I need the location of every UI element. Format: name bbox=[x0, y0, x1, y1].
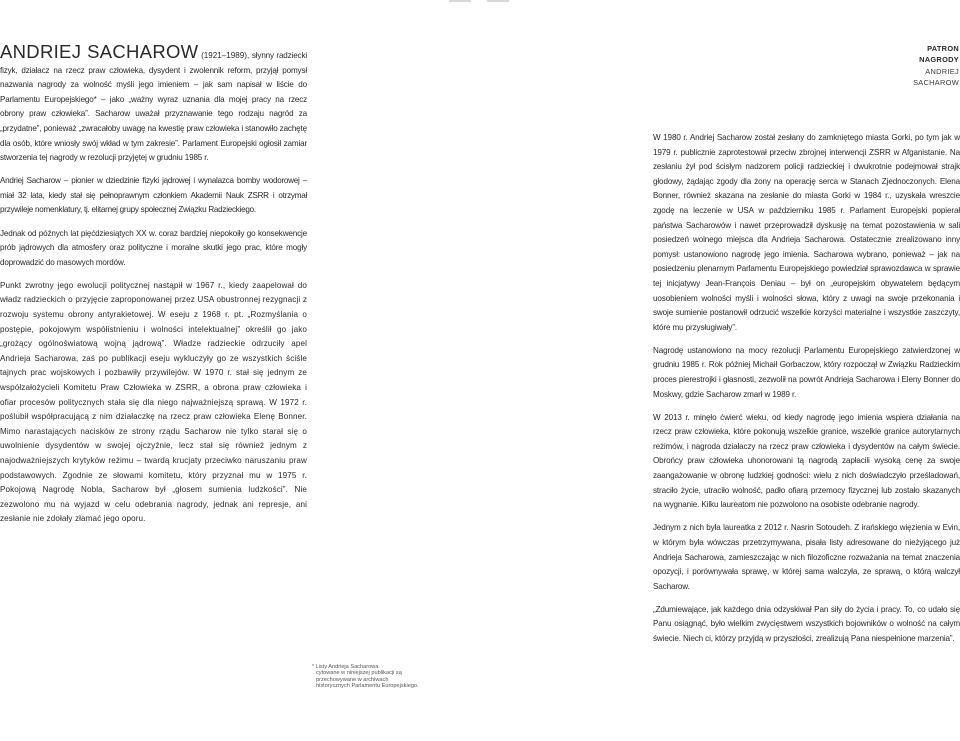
right-paragraph-5: „Zdumiewające, jak każdego dnia odzyskiwał Pan siły do życia i pracy. To, co udało się Panu osiągnąć, było wielkim zwycięstwem wszystkich bojowników o wolność na całym świecie. Niech ci, którzy przyjdą w przyszłości, zrealizują Pana niespełnione marzenia”. bbox=[653, 604, 960, 643]
header-line-patron: PATRON bbox=[927, 44, 959, 53]
top-tab-marker bbox=[449, 0, 471, 2]
right-paragraph-4: Jednym z nich była laureatka z 2012 r. Nasrin Sotoudeh. Z irańskiego więzienia w Evin, w którym była wówczas przetrzymywana, pisała listy adresowane do nieżyjącego już Andrieja Sacharowa, zamieszczając w nich filozoficzne rozważania na temat znaczenia opozycji, i porównywała sprawę, w której sama walczyła, ze sprawą, o którą walczył Sacharow. bbox=[653, 523, 960, 591]
header-line-sacharow: SACHAROW bbox=[913, 77, 959, 87]
header-line-nagrody: NAGRODY bbox=[919, 55, 959, 65]
footnote-mark: * bbox=[312, 664, 314, 670]
header-line-andriej: ANDRIEJ bbox=[925, 66, 959, 76]
name-heading: ANDRIEJ SACHAROW bbox=[0, 41, 199, 62]
body-paragraph-2: Jednak od późnych lat pięćdziesiątych XX w. coraz bardziej niepokoiły go konsekwencje prób jądrowych dla atmosfery oraz polityczne i moralne skutki jego prac, które mogły doprowadzić do masowych mordów. bbox=[0, 228, 307, 267]
right-paragraph-3: W 2013 r. minęło ćwierć wieku, od kiedy nagrodę jego imienia wspiera działania na rzecz praw człowieka, które pokonują wszelkie granice, wszelkie granice autorytarnych reżimów, i nagroda działaczy na rzecz praw człowieka i dysydentów na całym świecie. Obrońcy praw człowieka uhonorowani tą nagrodą zapłacili wysoką cenę za swoje zaangażowanie w obronę ludzkiej godności: wielu z nich doświadczyło prześladowań, straciło życie, utraciło wolność, padło ofiarą przemocy fizycznej lub zostało skazanych na wygnanie. Kilku laureatom nie pozwolono na osobiste odebranie nagrody. bbox=[653, 412, 960, 510]
left-text-column bbox=[0, 41, 307, 535]
right-paragraph-2: Nagrodę ustanowiono na mocy rezolucji Parlamentu Europejskiego zatwierdzonej w grudniu 1985 r. Rok później Michaił Gorbaczow, który rozpoczął w Związku Radzieckim proces pierestrojki i głasnosti, zezwolił na powrót Andrieja Sacharowa i Eleny Bonner do Moskwy, gdzie Sacharow zmarł w 1989 r. bbox=[653, 345, 960, 399]
footnote bbox=[312, 664, 422, 690]
section-header bbox=[913, 43, 959, 88]
top-tab-marker bbox=[487, 0, 509, 2]
footnote-text: cytowane w niniejszej publikacji są przechowywane w archiwach historycznych Parlamentu Europejskiego. bbox=[316, 670, 419, 690]
footnote-first-line: Listy Andrieja Sacharowa bbox=[315, 664, 379, 670]
intro-paragraph bbox=[0, 41, 307, 166]
body-paragraph-1: Andriej Sacharow – pionier w dziedzinie fizyki jądrowej i wynalazca bomby wodorowej – miał 32 lata, kiedy stał się pełnoprawnym członkiem Akademii Nauk ZSRR i otrzymał przywileje nomenklatury, tj. elitarnej grupy społecznej Związku Radzieckiego. bbox=[0, 176, 307, 215]
right-text-column bbox=[653, 131, 960, 655]
right-paragraph-1: W 1980 r. Andriej Sacharow został zesłany do zamkniętego miasta Gorki, po tym jak w 1979 r. publicznie zaprotestował przeciw zbrojnej interwencji ZSRR w Afganistanie. Na zesłaniu żył pod ścisłym nadzorem policji radzieckiej i dwukrotnie podejmował strajk głodowy, żądając zgody dla żony na operację serca w Stanach Zjednoczonych. Elena Bonner, również skazana na zesłanie do miasta Gorki w 1984 r., uzyskała wreszcie zgodę na leczenie w USA w październiku 1985 r. Parlament Europejski popierał państwa Sacharowów i nawet przeprowadził dyskusję na temat pozostawienia w sali posiedzeń wolnego miejsca dla Andrieja Sacharowa. Ostatecznie zrealizowano inny pomysł: ustanowiono nagrodę jego imienia. Sacharowa wybrano, ponieważ – jak na posiedzeniu plenarnym Parlamentu Europejskiego powiedział sprawozdawca w sprawie tej inicjatywy Jean-François Deniau – był on „europejskim obywatelem będącym uosobieniem wolności myśli i wolności słowa, który z uwagi na swoje przekonania i swoje sumienie postanowił odrzucić wszelkie korzyści materialne i wszystkie zaszczyty, które mu przysługiwały”. bbox=[653, 133, 960, 332]
life-years: (1921–1989), bbox=[201, 51, 250, 60]
body-paragraph-3: Punkt zwrotny jego ewolucji politycznej nastąpił w 1967 r., kiedy zaapelował do władz radzieckich o przyjęcie zaproponowanej przez USA obustronnej rezygnacji z rozwoju systemu obrony antyrakietowej. W eseju z 1968 r. pt. „Rozmyślania o postępie, pokojowym współistnieniu i wolności intelektualnej” określił go jako „grożący ogólnoświatową wojną jądrową”. Władze radzieckie odrzuciły apel Andrieja Sacharowa, zaś po publikacji eseju wykluczyły go ze wszystkich ściśle tajnych prac wojskowych i pozbawiły przywilejów. W 1970 r. stał się jednym ze współzałożycieli Komitetu Praw Człowieka w ZSRR, a obrona praw człowieka i ofiar procesów politycznych stała się dla niego najważniejszą sprawą. W 1972 r. poślubił współpracującą z nim działaczkę na rzecz praw człowieka Elenę Bonner. Mimo narastających nacisków ze strony rządu Sacharow nie tylko starał się o uwolnienie dysydentów w swojej ojczyźnie, lecz stał się również jednym z najodważniejszych krytyków reżimu – twardą krucjaty przeciwko naruszaniu praw podstawowych. Zgodnie ze słowami komitetu, który przyznał mu w 1975 r. Pokojową Nagrodę Nobla, Sacharow był „głosem sumienia ludzkości”. Nie zezwolono mu na wyjazd w celu odebrania nagrody, jednak ani represje, ani zesłanie nie zdołały złamać jego oporu. bbox=[0, 280, 307, 524]
intro-text: słynny radziecki fizyk, działacz na rzecz praw człowieka, dysydent i zwolennik reform, przyjął pomysł nazwania nagrody za wolność myśli jego imieniem – jak sam napisał w liście do Parlamentu Europejskiego* – jako „ważny wyraz uznania dla mojej pracy na rzecz obrony praw człowieka”. Sacharow uważał przyznawanie tego rodzaju nagród za „przydatne”, ponieważ „zwracałoby uwagę na kwestię praw człowieka i stanowiło zachętę dla osób, które wniosły swój wkład w tym zakresie”. Parlament Europejski ogłosił zamiar stworzenia tej nagrody w rezolucji przyjętej w grudniu 1985 r. bbox=[0, 51, 307, 163]
